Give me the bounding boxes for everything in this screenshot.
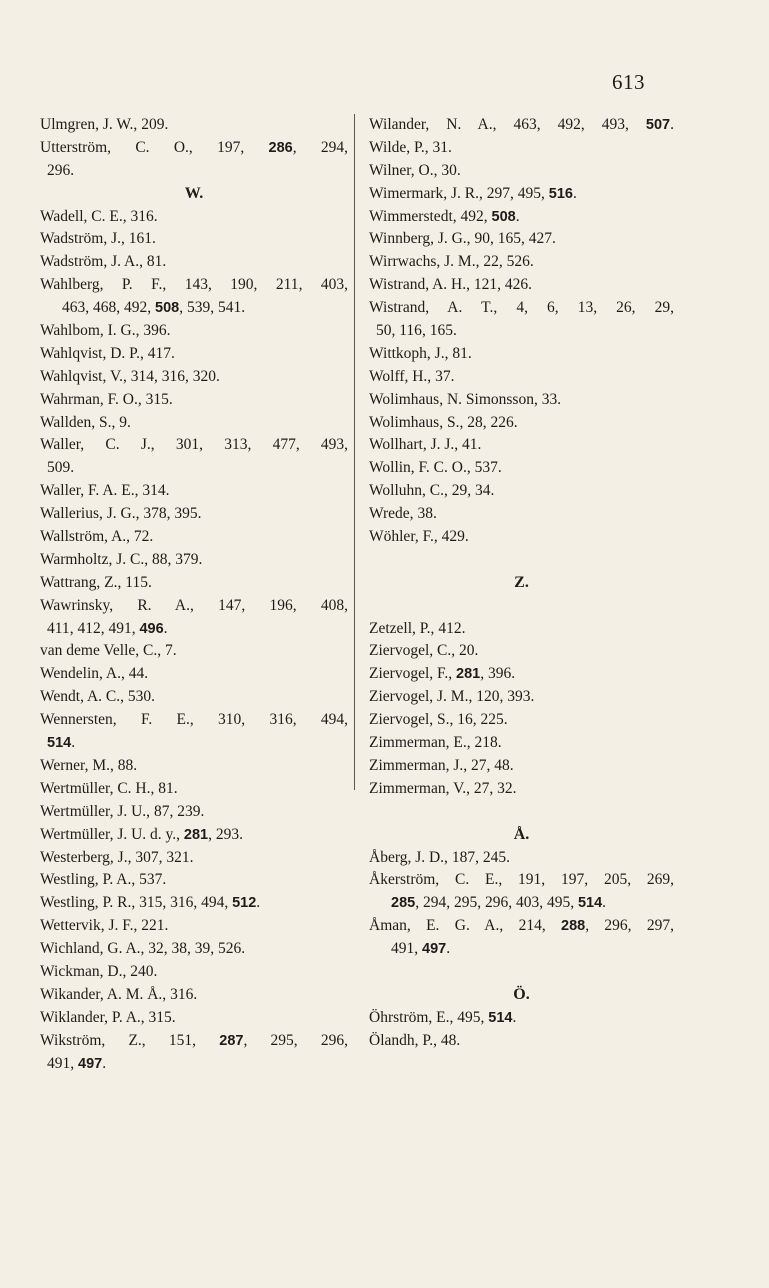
index-entry: Warmholtz, J. C., 88, 379. xyxy=(40,550,203,568)
index-entry: Wendelin, A., 44. xyxy=(40,665,149,683)
index-entry: Wikström, Z., 151, 287, 295, 296, xyxy=(40,1031,348,1049)
index-entry: Wennersten, F. E., 310, 316, 494, xyxy=(40,711,348,729)
index-entry: Ziervogel, F., 281, 396. xyxy=(369,665,516,683)
index-entry: Wickman, D., 240. xyxy=(40,962,158,980)
index-entry: Wertmüller, J. U., 87, 239. xyxy=(40,802,205,820)
index-entry: Westling, P. A., 537. xyxy=(40,871,167,889)
index-entry: Wawrinsky, R. A., 147, 196, 408, xyxy=(40,596,348,614)
bold-page-ref: 281 xyxy=(183,826,209,843)
index-entry-continuation: 514. xyxy=(47,734,76,752)
section-heading: W. xyxy=(184,184,204,202)
section-heading: Å. xyxy=(513,825,530,843)
index-entry: Ulmgren, J. W., 209. xyxy=(40,116,169,133)
index-entry: Zimmerman, V., 27, 32. xyxy=(369,779,517,797)
index-entry: Åkerström, C. E., 191, 197, 205, 269, xyxy=(369,871,674,889)
page-number: 613 xyxy=(612,70,645,94)
index-entry: Wahlqvist, V., 314, 316, 320. xyxy=(40,367,220,385)
index-entry: Zimmerman, J., 27, 48. xyxy=(369,756,514,774)
index-entry: Wallström, A., 72. xyxy=(40,528,154,546)
index-entry: Wahlqvist, D. P., 417. xyxy=(40,344,175,362)
index-entry: Åberg, J. D., 187, 245. xyxy=(369,848,510,866)
spacer xyxy=(369,595,674,618)
index-entry: Wilander, N. A., 463, 492, 493, 507. xyxy=(369,116,674,133)
spacer xyxy=(369,961,674,984)
bold-page-ref: 507 xyxy=(645,117,671,133)
right-column xyxy=(369,114,674,1053)
spacer xyxy=(369,801,674,824)
index-entry: Wettervik, J. F., 221. xyxy=(40,917,169,935)
bold-page-ref: 514 xyxy=(577,895,603,912)
section-heading: Z. xyxy=(514,573,529,591)
column-divider xyxy=(354,114,355,790)
bold-page-ref: 287 xyxy=(219,1032,244,1049)
index-entry: van deme Velle, C., 7. xyxy=(40,642,177,660)
bold-page-ref: 281 xyxy=(456,666,481,683)
bold-page-ref: 497 xyxy=(422,941,447,958)
index-entry: Wendt, A. C., 530. xyxy=(40,688,156,706)
index-entry: Wadell, C. E., 316. xyxy=(40,207,158,225)
index-entry: Ölandh, P., 48. xyxy=(369,1031,461,1049)
index-entry-continuation: 491, 497. xyxy=(391,940,451,958)
index-entry-continuation: 463, 468, 492, 508, 539, 541. xyxy=(62,299,246,317)
index-entry-continuation: 509. xyxy=(47,459,75,477)
index-entry: Werner, M., 88. xyxy=(40,756,138,774)
index-entry-continuation: 491, 497. xyxy=(47,1054,107,1072)
index-entry: Zimmerman, E., 218. xyxy=(369,734,502,752)
bold-page-ref: 508 xyxy=(491,208,516,225)
spacer xyxy=(369,549,674,572)
index-entry: Waller, F. A. E., 314. xyxy=(40,482,170,500)
bold-page-ref: 286 xyxy=(268,139,293,156)
index-entry: Wikander, A. M. Å., 316. xyxy=(40,985,198,1003)
index-entry: Wahlbom, I. G., 396. xyxy=(40,322,171,340)
bold-page-ref: 514 xyxy=(47,735,72,752)
index-entry: Wadström, J., 161. xyxy=(40,230,156,248)
index-entry-continuation: 411, 412, 491, 496. xyxy=(47,619,168,637)
index-entry: Winnberg, J. G., 90, 165, 427. xyxy=(369,230,556,248)
index-entry: Wilner, O., 30. xyxy=(369,161,461,179)
bold-page-ref: 516 xyxy=(548,185,573,202)
index-entry: Ziervogel, S., 16, 225. xyxy=(369,711,508,729)
index-entry: Wimmerstedt, 492, 508. xyxy=(369,207,520,225)
index-entry: Wolluhn, C., 29, 34. xyxy=(369,482,495,500)
index-entry: Wistrand, A. H., 121, 426. xyxy=(369,276,532,294)
bold-page-ref: 288 xyxy=(561,918,586,935)
index-entry: Wertmüller, J. U. d. y., 281, 293. xyxy=(40,825,243,843)
index-entry: Wahrman, F. O., 315. xyxy=(40,390,173,408)
index-entry: Utterström, C. O., 197, 286, 294, xyxy=(40,138,348,156)
index-entry-continuation: 296. xyxy=(47,161,75,179)
index-entry: Wilde, P., 31. xyxy=(369,138,452,156)
bold-page-ref: 514 xyxy=(488,1009,513,1026)
bold-page-ref: 508 xyxy=(155,300,180,317)
index-entry: Wallerius, J. G., 378, 395. xyxy=(40,505,202,523)
index-entry-continuation: 50, 116, 165. xyxy=(376,322,457,340)
bold-page-ref: 285 xyxy=(391,895,416,912)
index-entry: Wallden, S., 9. xyxy=(40,413,131,431)
index-entry: Westling, P. R., 315, 316, 494, 512. xyxy=(40,894,261,912)
index-entry: Wrede, 38. xyxy=(369,505,437,523)
index-entry: Wattrang, Z., 115. xyxy=(40,573,152,591)
section-heading: Ö. xyxy=(513,985,530,1003)
bold-page-ref: 497 xyxy=(78,1055,103,1072)
index-entry: Ziervogel, J. M., 120, 393. xyxy=(369,688,535,706)
bold-page-ref: 496 xyxy=(139,620,164,637)
index-entry: Wolimhaus, N. Simonsson, 33. xyxy=(369,390,562,408)
index-entry: Åman, E. G. A., 214, 288, 296, 297, xyxy=(369,917,674,935)
index-entry: Wollin, F. C. O., 537. xyxy=(369,459,502,477)
index-entry: Wichland, G. A., 32, 38, 39, 526. xyxy=(40,940,246,958)
index-entry: Wolff, H., 37. xyxy=(369,367,455,385)
bold-page-ref: 512 xyxy=(232,895,257,912)
index-entry-continuation: 285, 294, 295, 296, 403, 495, 514. xyxy=(391,894,607,912)
index-entry: Öhrström, E., 495, 514. xyxy=(369,1008,517,1026)
left-column xyxy=(40,114,348,1075)
index-entry: Wistrand, A. T., 4, 6, 13, 26, 29, xyxy=(369,299,674,317)
index-entry: Wittkoph, J., 81. xyxy=(369,344,472,362)
index-entry: Wadström, J. A., 81. xyxy=(40,253,167,271)
index-entry: Wollhart, J. J., 41. xyxy=(369,436,482,454)
index-entry: Wimermark, J. R., 297, 495, 516. xyxy=(369,184,577,202)
index-entry: Ziervogel, C., 20. xyxy=(369,642,479,660)
index-entry: Wiklander, P. A., 315. xyxy=(40,1008,176,1026)
index-entry: Zetzell, P., 412. xyxy=(369,619,466,637)
index-entry: Wöhler, F., 429. xyxy=(369,528,469,546)
index-entry: Wertmüller, C. H., 81. xyxy=(40,779,178,797)
index-entry: Wolimhaus, S., 28, 226. xyxy=(369,413,518,431)
index-entry: Westerberg, J., 307, 321. xyxy=(40,848,194,866)
index-entry: Wirrwachs, J. M., 22, 526. xyxy=(369,253,534,271)
index-entry: Waller, C. J., 301, 313, 477, 493, xyxy=(40,436,348,454)
index-entry: Wahlberg, P. F., 143, 190, 211, 403, xyxy=(40,276,348,294)
